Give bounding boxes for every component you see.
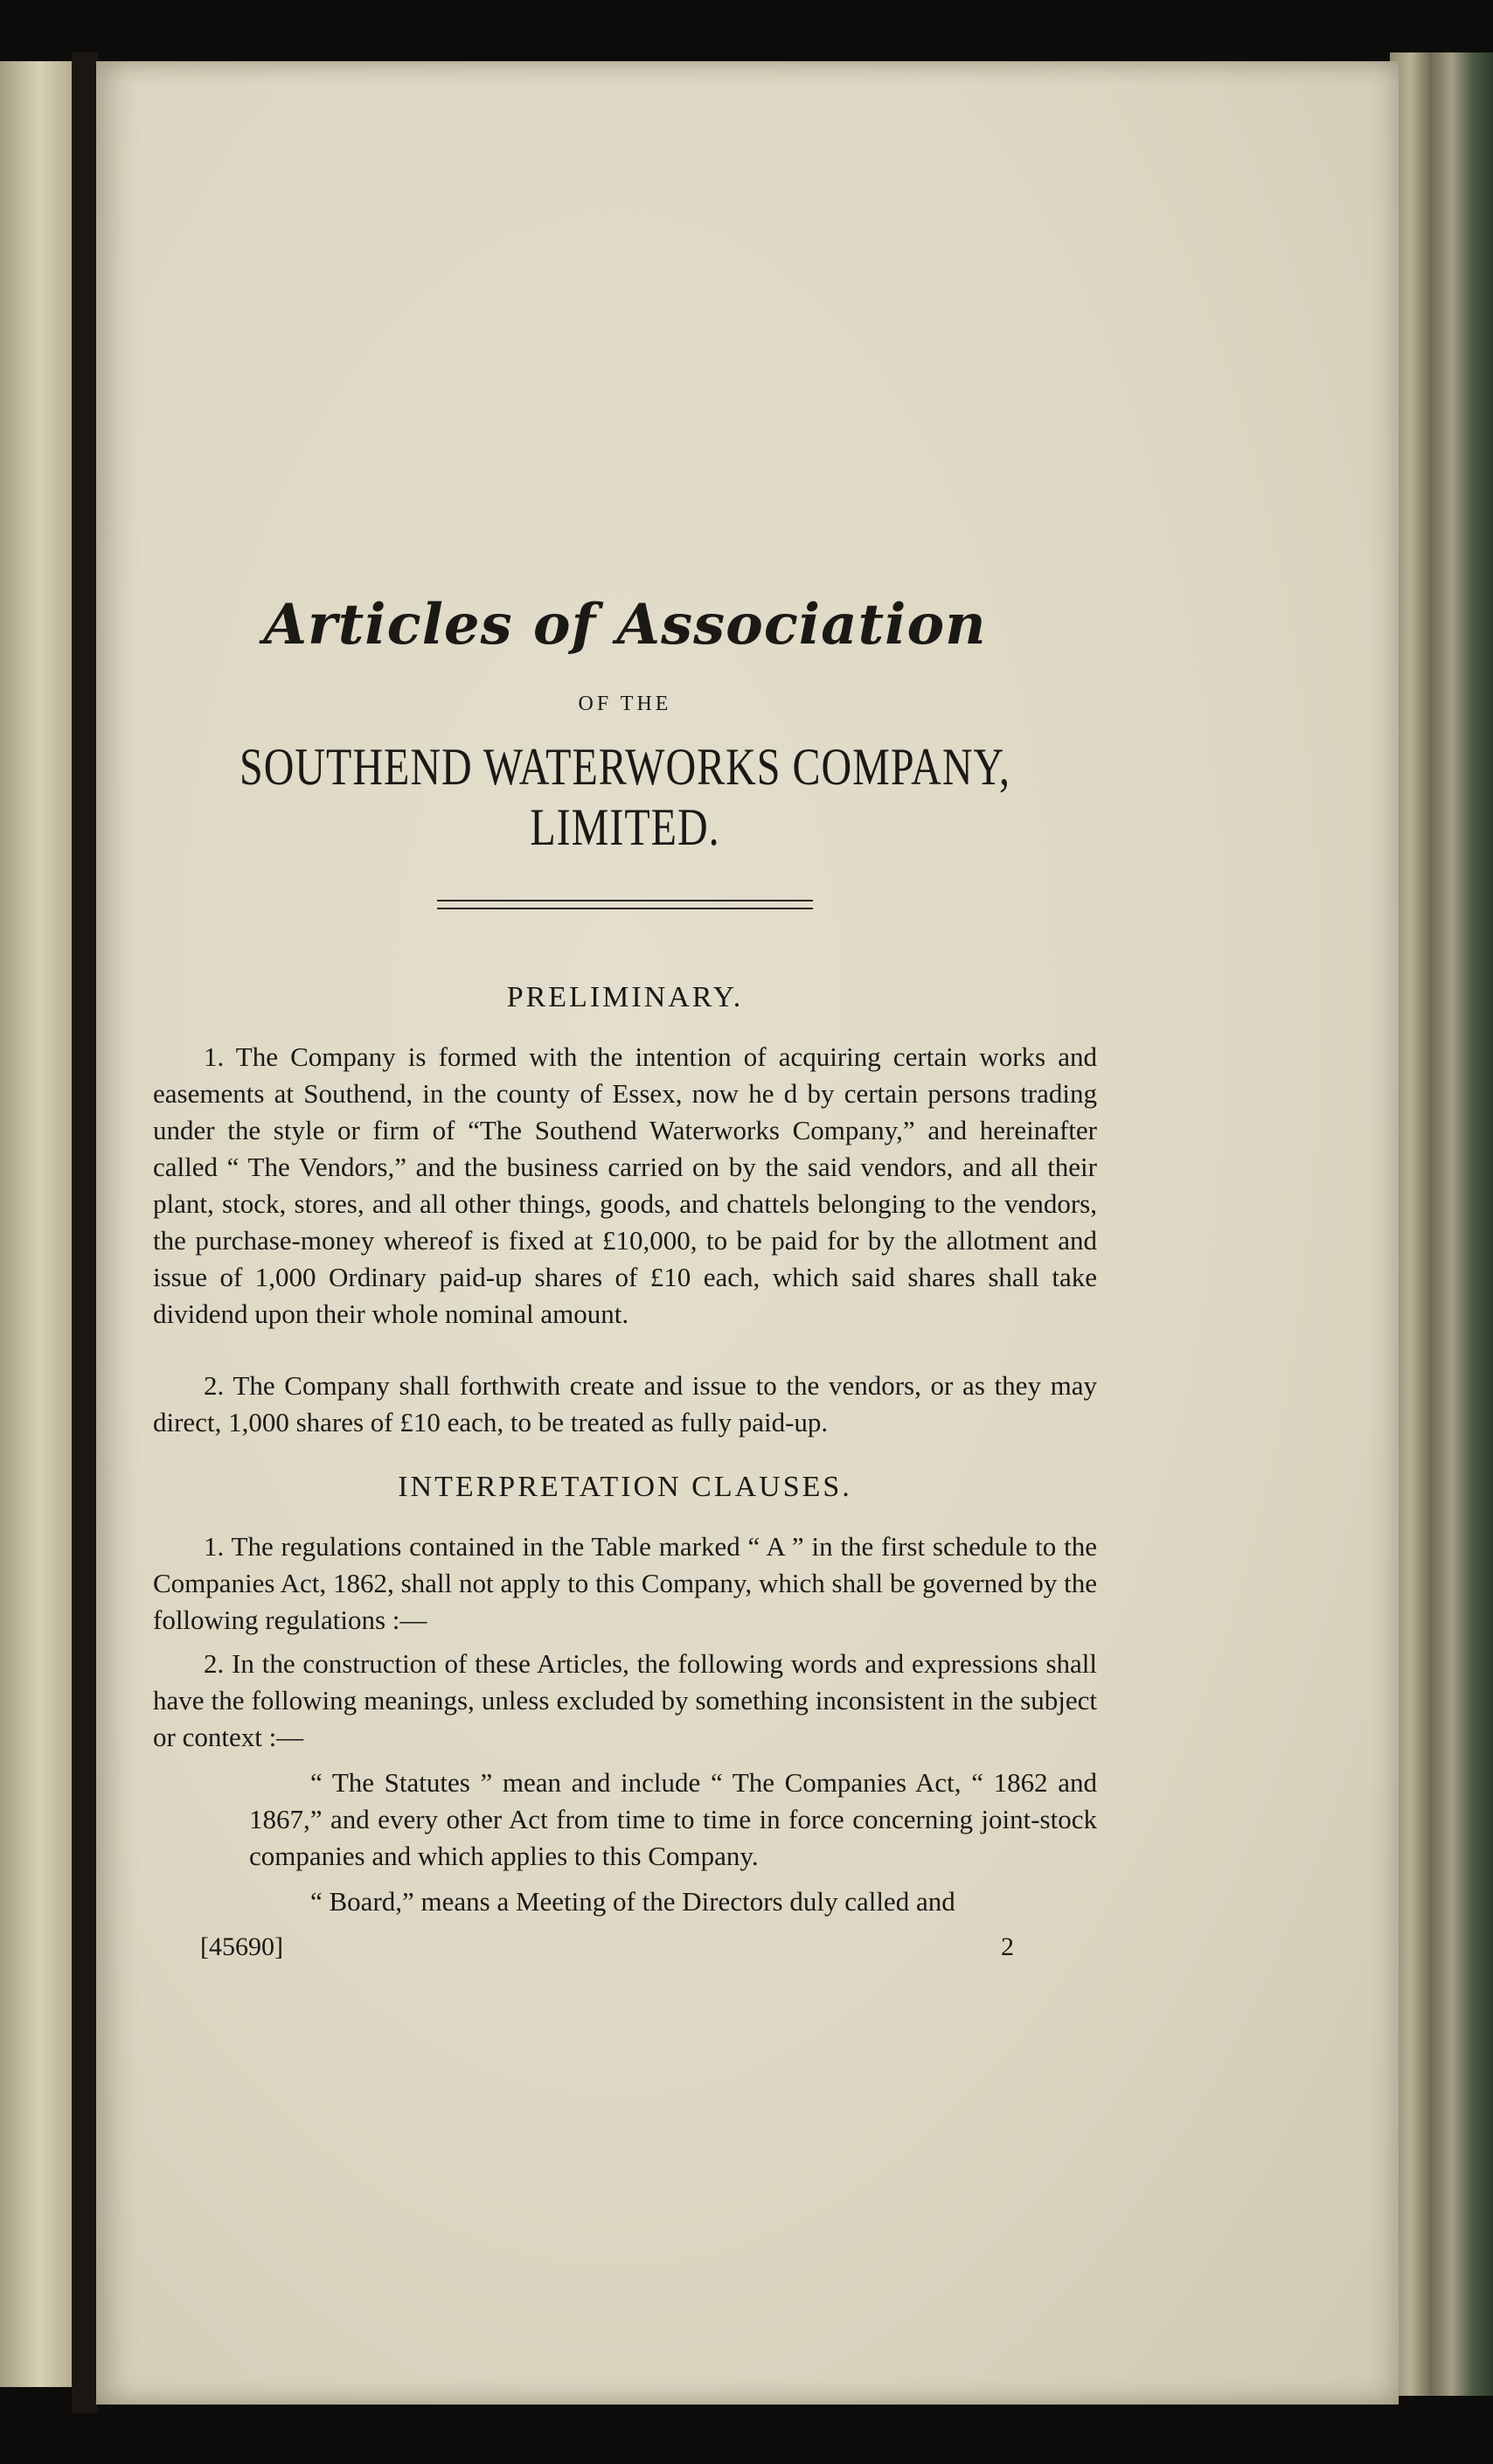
definition-board: “ Board,” means a Meeting of the Directors duly called and [310, 1886, 955, 1918]
page-content [153, 592, 1097, 1967]
preliminary-clause-2: 2. The Company shall forthwith create and issue to the vendors, or as they may direct, 1,000 shares of £10 each, to be treated as fully paid-up. [153, 1370, 1097, 1438]
double-rule-divider [437, 900, 813, 909]
of-the-label: OF THE [578, 693, 672, 716]
printer-signature: [45690] [200, 1932, 283, 1962]
sheet-number: 2 [1001, 1932, 1014, 1962]
interpretation-clause-2: 2. In the construction of these Articles, the following words and expressions shall have the following meanings, unless excluded by something inconsistent in the subject or context :— [153, 1648, 1097, 1753]
document-page [96, 61, 1399, 2405]
page-edges-right [1390, 52, 1493, 2396]
company-name: SOUTHEND WATERWORKS COMPANY, LIMITED. [240, 738, 1010, 857]
document-title: Articles of Association [263, 592, 987, 658]
interpretation-clause-1: 1. The regulations contained in the Table marked “ A ” in the first schedule to the Companies Act, 1862, shall not apply to this Company, which shall be governed by the following regulations :— [153, 1531, 1097, 1636]
preliminary-clause-1: 1. The Company is formed with the intention of acquiring certain works and easements at Southend, in the county of Essex, now he d by certain persons trading under the style or firm of “The Southend Waterworks Company,” and hereinafter called “ The Vendors,” and the business carried on by the said vendors, and all their plant, stock, stores, and all other things, goods, and chattels belonging to the vendors, the purchase-money whereof is fixed at £10,000, to be paid for by the allotment and issue of 1,000 Ordinary paid-up shares of £10 each, which said shares shall take dividend upon their whole nominal amount. [153, 1041, 1097, 1330]
book-spine [72, 52, 98, 2413]
left-page-edge [0, 61, 74, 2387]
preliminary-heading: PRELIMINARY. [506, 981, 744, 1014]
page-footer [153, 1932, 1097, 1967]
definition-statutes: “ The Statutes ” mean and include “ The Companies Act, “ 1862 and 1867,” and every other Act from time to time in force concerning joint-stock companies and which applies to this Company. [249, 1767, 1097, 1872]
interpretation-heading: INTERPRETATION CLAUSES. [398, 1471, 852, 1504]
